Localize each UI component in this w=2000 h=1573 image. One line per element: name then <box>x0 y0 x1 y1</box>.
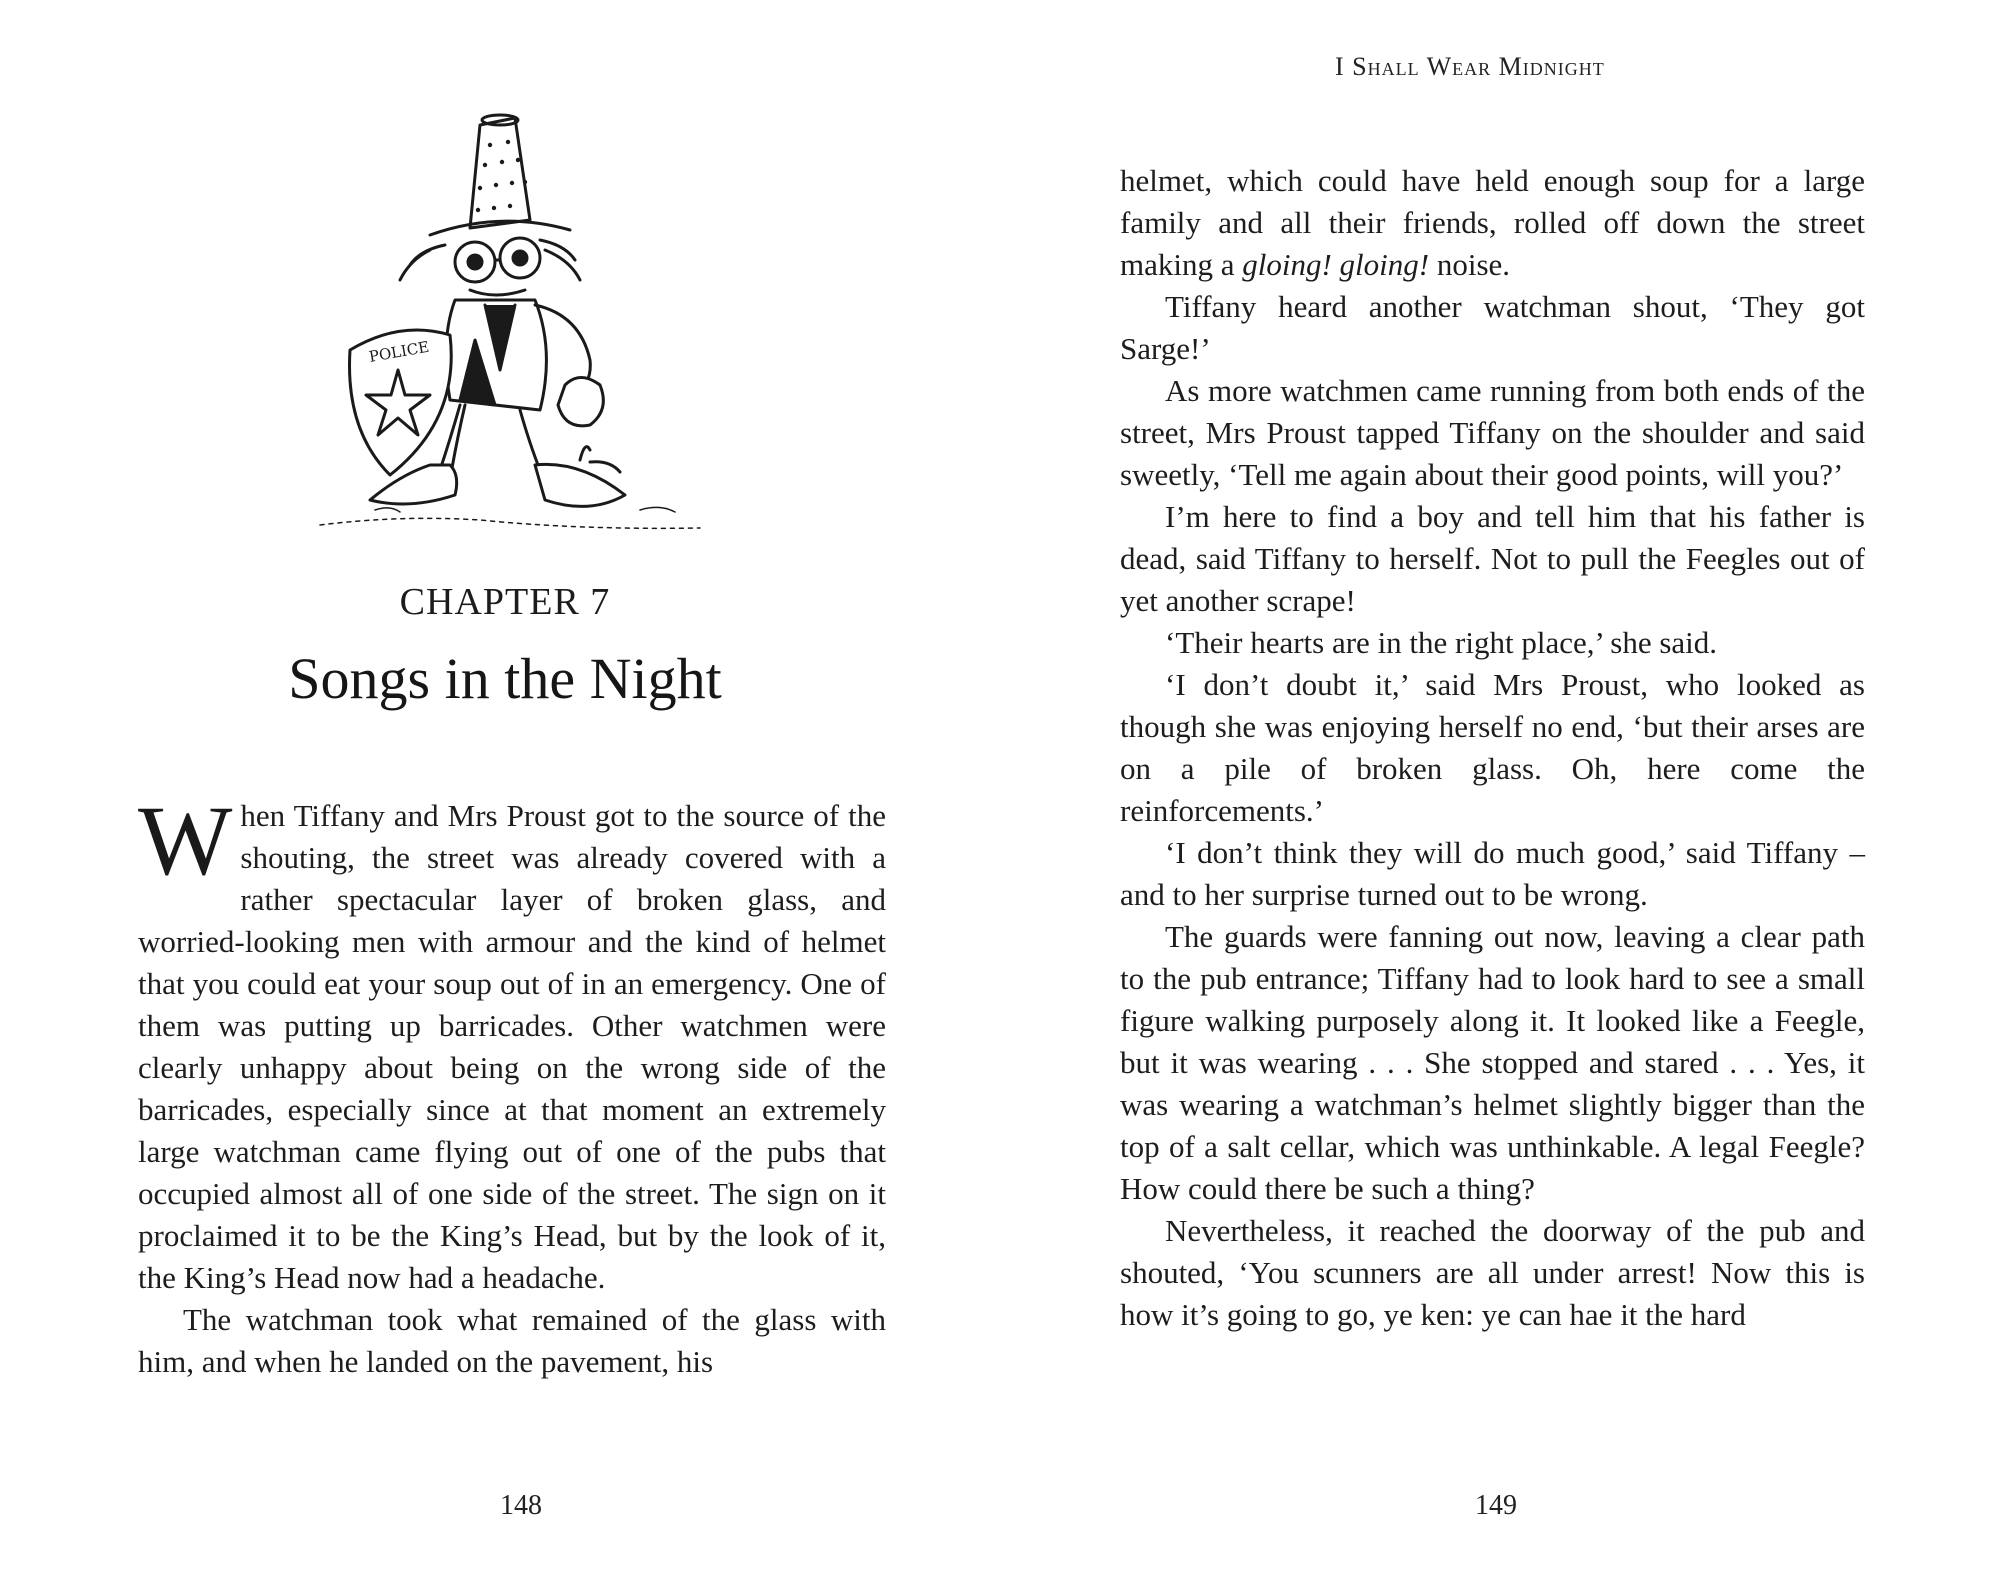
paragraph: Nevertheless, it reached the doorway of the pub and shouted, ‘You scunners are all under arrest! Now this is how it’s going to go, ye ken: ye can hae it the hard <box>1120 1213 1865 1332</box>
chapter-title: Songs in the Night <box>288 646 722 711</box>
running-head: I Shall Wear Midnight <box>1335 52 1605 81</box>
left-body-text <box>138 785 886 1383</box>
paragraph: Tiffany heard another watchman shout, ‘They got Sarge!’ <box>1120 289 1865 366</box>
paragraph-text: noise. <box>1429 247 1511 282</box>
paragraph: I’m here to find a boy and tell him that his father is dead, said Tiffany to herself. Not to pull the Feegles out of yet another scrape! <box>1120 499 1865 618</box>
italic-sound-effect: gloing! gloing! <box>1242 247 1430 282</box>
chapter-number: CHAPTER 7 <box>399 581 611 623</box>
page-number-right: 149 <box>1475 1490 1517 1521</box>
paragraph: The watchman took what remained of the glass with him, and when he landed on the pavement, his <box>138 1302 886 1379</box>
right-page <box>1000 0 2000 1573</box>
paragraph <box>1120 160 1865 286</box>
watchman-feegle-illustration <box>280 100 760 570</box>
paragraph-text: hen Tiffany and Mrs Proust got to the source of the shouting, the street was already covered with a rather spectacular layer of broken glass, and worried-looking men with armour and the kind of helmet that you could eat your soup out of in an emergency. One of them was putting up barricades. Other watchmen were clearly unhappy about being on the wrong side of the barricades, especially since at that moment an extremely large watchman came flying out of one of the pubs that occupied almost all of one side of the street. The sign on it proclaimed it to be the King’s Head, but by the look of it, the King’s Head now had a headache. <box>138 798 886 1295</box>
page-number-left: 148 <box>500 1490 542 1521</box>
dropcap: W <box>138 785 233 896</box>
right-body-text <box>1120 160 1865 1336</box>
paragraph-text: helmet, which could have held enough soup for a large family and all their friends, rolled off down the street making a <box>1120 163 1865 282</box>
shield-text: POLICE <box>367 337 431 366</box>
paragraph: ‘I don’t think they will do much good,’ said Tiffany – and to her surprise turned out to be wrong. <box>1120 835 1865 912</box>
paragraph: ‘Their hearts are in the right place,’ she said. <box>1165 625 1718 660</box>
paragraph <box>138 785 886 1299</box>
paragraph: As more watchmen came running from both ends of the street, Mrs Proust tapped Tiffany on the shoulder and said sweetly, ‘Tell me again about their good points, will you?’ <box>1120 373 1865 492</box>
paragraph: The guards were fanning out now, leaving a clear path to the pub entrance; Tiffany had to look hard to see a small figure walking purposely along it. It looked like a Feegle, but it was wearing . . . She stopped and stared . . . Yes, it was wearing a watchman’s helmet slightly bigger than the top of a salt cellar, which was unthinkable. A legal Feegle? How could there be such a thing? <box>1120 919 1865 1206</box>
paragraph: ‘I don’t doubt it,’ said Mrs Proust, who looked as though she was enjoying herself no end, ‘but their arses are on a pile of broken glass. Oh, here come the reinforcements.’ <box>1120 667 1865 828</box>
